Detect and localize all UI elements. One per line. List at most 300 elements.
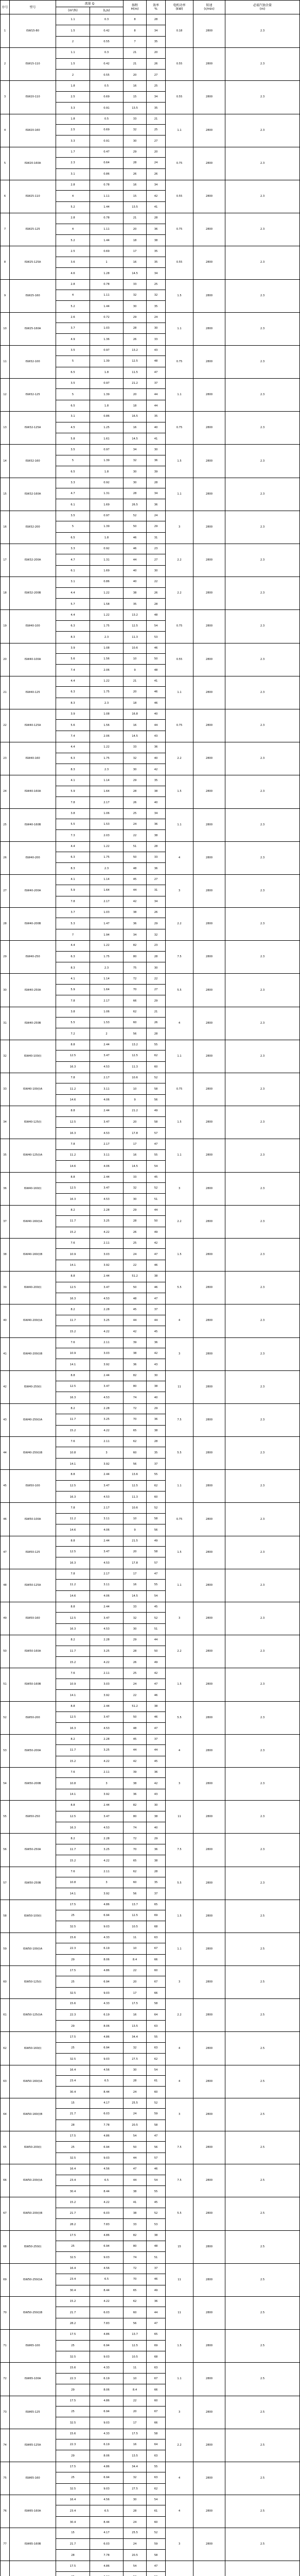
cell-flow: 4.4	[56, 676, 90, 687]
cell-speed: 2800	[193, 114, 225, 147]
cell-eff: 61	[147, 2505, 165, 2516]
cell-eff-group	[146, 1734, 166, 1768]
cell-flow: 5.2	[70, 239, 75, 242]
cell-head-group	[123, 147, 147, 180]
cell-ls: 1.39	[90, 389, 123, 400]
cell-npsh: 2.5	[225, 2065, 300, 2098]
cell-npsh	[225, 2561, 300, 2576]
cell-eff: 40	[147, 422, 165, 433]
cell-flow: 6.3	[56, 952, 90, 962]
cell-speed: 2800	[193, 775, 225, 808]
cell-flow-group	[56, 973, 90, 1007]
cell-model: ISW50-250	[9, 1800, 56, 1834]
cell-flow-group	[56, 709, 90, 742]
cell-head-group	[123, 2561, 147, 2576]
cell-ls: 1.22	[90, 742, 123, 753]
cell-head-group	[123, 1271, 147, 1304]
cell-flow: 30.4	[69, 2190, 76, 2193]
cell-head	[123, 2572, 146, 2576]
cell-ls-group	[90, 279, 123, 313]
cell-flow-group	[56, 2197, 90, 2230]
cell-no: 64	[0, 2098, 10, 2131]
cell-eff: 28	[147, 841, 165, 852]
cell-head: 82	[123, 1800, 146, 1811]
cell-flow: 1.7	[56, 147, 90, 158]
cell-ls-group	[90, 1106, 123, 1139]
cell-speed: 2800	[193, 874, 225, 908]
cell-npsh: 2.5	[225, 2396, 300, 2429]
cell-eff: 43	[147, 345, 165, 356]
cell-flow: 14.6	[69, 1164, 76, 1168]
cell-eff: 59	[147, 2539, 165, 2550]
cell-speed: 2800	[193, 378, 225, 412]
cell-head: 14.5	[132, 272, 138, 275]
cell-speed: 2800	[193, 1040, 225, 1073]
cell-no: 33	[0, 1073, 10, 1106]
cell-flow: 30.4	[69, 2289, 76, 2293]
cell-ls: 1.28	[103, 272, 110, 275]
cell-ls: 1.31	[90, 488, 123, 499]
cell-power: 11	[165, 2263, 193, 2297]
cell-head: 11.3	[132, 1065, 138, 1069]
cell-flow-group	[56, 2561, 90, 2576]
cell-speed: 2800	[193, 1172, 225, 1206]
cell-ls: 4.53	[103, 1198, 110, 1201]
cell-ls: 2.11	[90, 1337, 123, 1348]
cell-flow: 12.5	[56, 1481, 90, 1492]
cell-eff: 66	[154, 2388, 158, 2392]
cell-flow: 32.5	[69, 2421, 76, 2425]
cell-ls: 0.5	[90, 114, 123, 125]
cell-head: 38	[123, 588, 146, 599]
cell-ls: 1.31	[90, 554, 123, 565]
cell-speed: 2800	[193, 1933, 225, 1966]
cell-flow: 16.3	[69, 1727, 76, 1731]
cell-flow: 4.4	[56, 940, 90, 951]
cell-flow-group	[56, 1965, 90, 1999]
cell-ls: 2.28	[90, 1304, 123, 1315]
cell-power: 1.1	[165, 1569, 193, 1602]
cell-head-group	[123, 709, 147, 742]
cell-head: 42	[133, 1760, 137, 1764]
cell-ls-group	[90, 2528, 123, 2561]
cell-eff-group	[146, 2197, 166, 2230]
cell-ls: 2.11	[90, 1436, 123, 1447]
cell-ls-group	[90, 2329, 123, 2363]
cell-ls: 0.78	[90, 213, 123, 224]
cell-flow-group	[56, 1569, 90, 1602]
cell-eff: 52	[147, 2528, 165, 2538]
cell-flow: 7.2	[70, 1032, 75, 1036]
cell-eff: 21	[147, 1007, 165, 1018]
cell-ls-group	[90, 1403, 123, 1437]
cell-flow: 1.1	[56, 47, 90, 58]
cell-ls: 0.97	[90, 378, 123, 389]
cell-model: ISW32-160	[9, 444, 56, 478]
cell-eff-group	[146, 1073, 166, 1106]
cell-eff: 68	[154, 2355, 158, 2359]
cell-npsh: 2.3	[225, 709, 300, 742]
cell-ls: 2.28	[90, 1403, 123, 1414]
cell-head: 16	[123, 2010, 146, 2021]
cell-head: 28	[123, 323, 146, 334]
cell-ls: 2.28	[90, 1833, 123, 1844]
cell-power: 3	[165, 1767, 193, 1801]
cell-flow-group	[56, 940, 90, 974]
cell-flow-group	[56, 841, 90, 875]
cell-npsh: 2.3	[225, 213, 300, 246]
cell-head: 29	[123, 775, 146, 786]
cell-head-group	[123, 742, 147, 775]
cell-head: 45	[123, 1304, 146, 1315]
cell-head: 25	[123, 1668, 146, 1679]
header-efficiency	[146, 0, 166, 14]
cell-head: 40	[133, 569, 137, 573]
cell-flow: 29	[71, 1958, 75, 1962]
cell-head: 13.5	[132, 106, 138, 110]
cell-head: 72	[123, 2263, 146, 2274]
cell-model: ISW65-160A	[9, 2495, 56, 2528]
cell-eff: 67	[147, 2406, 165, 2417]
cell-npsh: 2.3	[225, 907, 300, 941]
cell-npsh: 2.3	[225, 1172, 300, 1206]
cell-eff: 52	[147, 2208, 165, 2219]
cell-eff-group	[146, 47, 166, 81]
cell-eff: 27	[147, 985, 165, 995]
cell-power: 5.5	[165, 1867, 193, 1900]
cell-flow: 28.2	[69, 2223, 76, 2226]
cell-eff: 38	[147, 2230, 165, 2241]
cell-head: 38	[133, 2190, 137, 2193]
cell-head-group	[123, 1172, 147, 1206]
cell-head: 17.8	[132, 1562, 138, 1565]
cell-flow-group	[56, 1304, 90, 1337]
cell-ls: 6.03	[90, 2307, 123, 2318]
cell-head-group	[123, 1701, 147, 1735]
cell-model: ISW50-160B	[9, 1668, 56, 1701]
cell-flow: 3.5	[56, 444, 90, 455]
cell-head: 12.5	[123, 356, 146, 367]
cell-ls-group	[90, 1536, 123, 1569]
cell-eff: 46	[154, 1693, 158, 1697]
cell-eff: 44	[154, 404, 158, 408]
cell-head: 8	[123, 14, 146, 25]
cell-flow-group	[56, 643, 90, 676]
cell-head: 21.2	[123, 378, 146, 389]
cell-ls: 2.3	[104, 867, 109, 871]
cell-npsh: 2.3	[225, 411, 300, 445]
cell-ls: 8.44	[103, 2520, 110, 2524]
cell-eff-group	[146, 1106, 166, 1139]
cell-ls: 2.17	[90, 1073, 123, 1083]
cell-head: 12.5	[123, 1481, 146, 1492]
cell-model: ISW25-125	[9, 213, 56, 246]
cell-flow: 14.1	[69, 1264, 76, 1267]
cell-speed: 2800	[193, 213, 225, 246]
cell-npsh: 2.3	[225, 1602, 300, 1635]
cell-flow: 8.2	[56, 1635, 90, 1646]
cell-model: ISW40-100(I)	[9, 1040, 56, 1073]
cell-flow: 2.5	[56, 125, 90, 135]
cell-ls: 8.44	[103, 2190, 110, 2193]
cell-flow-group	[56, 1933, 90, 1966]
cell-flow-group	[56, 775, 90, 808]
cell-flow: 14.6	[69, 1098, 76, 1102]
cell-ls: 1.25	[90, 422, 123, 433]
cell-model: ISW15-110	[9, 47, 56, 81]
cell-ls: 8.44	[103, 2091, 110, 2094]
cell-ls-group	[90, 940, 123, 974]
cell-flow: 16.3	[69, 1495, 76, 1499]
cell-flow: 4.1	[56, 775, 90, 786]
cell-speed: 2800	[193, 609, 225, 643]
cell-model: ISW50-200A	[9, 1734, 56, 1768]
cell-model: ISW25-110	[9, 180, 56, 213]
cell-eff: 37	[147, 1304, 165, 1315]
cell-head-group	[123, 1040, 147, 1073]
cell-ls: 1.61	[103, 437, 110, 440]
cell-power: 1.1	[165, 676, 193, 709]
cell-ls-group	[90, 808, 123, 842]
cell-power: 1.5	[165, 279, 193, 313]
cell-model: ISW50-160(I)B	[9, 2098, 56, 2131]
cell-ls: 3.25	[90, 1315, 123, 1326]
cell-flow-group	[56, 47, 90, 81]
cell-eff-group	[146, 378, 166, 412]
cell-flow: 23.4	[56, 2175, 90, 2186]
cell-flow: 2.3	[56, 158, 90, 168]
cell-head: 9	[134, 1098, 136, 1102]
cell-head: 32	[123, 2043, 146, 2054]
cell-npsh: 2.3	[225, 1767, 300, 1801]
cell-flow-group	[56, 1040, 90, 1073]
cell-eff-group	[146, 1965, 166, 1999]
cell-ls: 4.17	[90, 2098, 123, 2109]
cell-flow: 5	[56, 455, 90, 466]
cell-flow: 3.1	[56, 577, 90, 587]
cell-model: ISW50-200(I)A	[9, 2164, 56, 2197]
cell-eff-group	[146, 1800, 166, 1834]
cell-eff-group	[146, 1007, 166, 1040]
cell-eff: 52	[147, 1613, 165, 1623]
cell-ls: 6.5	[90, 2505, 123, 2516]
cell-ls-group	[90, 874, 123, 908]
cell-head-group	[123, 1536, 147, 1569]
cell-ls-group	[90, 775, 123, 808]
cell-ls-group	[90, 1469, 123, 1503]
cell-flow: 29	[71, 2454, 75, 2458]
cell-head: 33	[123, 1172, 146, 1183]
cell-eff: 23	[147, 940, 165, 951]
cell-power: 0.55	[165, 80, 193, 114]
cell-eff: 33	[154, 338, 158, 342]
cell-head: 17.5	[123, 2429, 146, 2439]
cell-eff: 47	[147, 2561, 165, 2571]
cell-ls: 2.44	[90, 1370, 123, 1381]
cell-head: 50	[123, 1282, 146, 1293]
cell-eff: 48	[147, 356, 165, 367]
cell-ls: 4.86	[90, 2031, 123, 2042]
cell-eff: 48	[154, 669, 158, 672]
cell-head: 27.5	[132, 2057, 138, 2061]
cell-flow: 2.6	[56, 312, 90, 323]
cell-ls-group	[90, 246, 123, 279]
cell-eff: 65	[147, 2329, 165, 2340]
cell-flow: 25	[56, 1976, 90, 1987]
cell-power: 11	[165, 1800, 193, 1834]
cell-head: 10.5	[132, 2355, 138, 2359]
cell-power: 3	[165, 511, 193, 544]
cell-power: 3	[165, 1602, 193, 1635]
cell-speed: 2800	[193, 2528, 225, 2561]
cell-power: 3	[165, 1172, 193, 1206]
cell-flow-group	[56, 2098, 90, 2131]
cell-model: ISW50-100(I)	[9, 1900, 56, 1933]
cell-eff-group	[146, 1304, 166, 1337]
cell-ls: 4.53	[103, 1131, 110, 1135]
cell-eff: 60	[154, 1495, 158, 1499]
cell-npsh: 2.3	[225, 1238, 300, 1272]
cell-flow: 21.7	[56, 2307, 90, 2318]
cell-no: 61	[0, 1998, 10, 2032]
cell-head: 25	[123, 808, 146, 819]
cell-ls: 9.03	[103, 2355, 110, 2359]
cell-model: ISW50-200(I)	[9, 2131, 56, 2164]
cell-head: 65	[133, 2289, 137, 2293]
cell-eff-group	[146, 1139, 166, 1172]
cell-head: 51	[123, 841, 146, 852]
cell-npsh: 2.5	[225, 2329, 300, 2363]
cell-flow: 5.9	[56, 786, 90, 797]
cell-flow: 15.6	[56, 1933, 90, 1943]
cell-eff: 38	[154, 834, 158, 837]
cell-ls: 3.92	[103, 1693, 110, 1697]
cell-eff-group	[146, 1172, 166, 1206]
cell-flow-group	[56, 1767, 90, 1801]
cell-model: ISW65-125	[9, 2396, 56, 2429]
cell-flow: 4.1	[56, 874, 90, 885]
cell-head: 56	[133, 2322, 137, 2326]
cell-ls: 4.56	[90, 2263, 123, 2274]
header-head-label: 扬程	[131, 4, 138, 7]
cell-ls: 2.11	[90, 1668, 123, 1679]
cell-eff: 35	[147, 411, 165, 422]
cell-flow-group	[56, 1469, 90, 1503]
cell-ls: 0.3	[90, 14, 123, 25]
cell-eff: 40	[154, 1396, 158, 1400]
cell-flow: 4.5	[56, 422, 90, 433]
cell-eff: 63	[147, 1933, 165, 1943]
cell-head: 28	[123, 488, 146, 499]
cell-eff: 69	[147, 1910, 165, 1921]
cell-eff: 47	[154, 2322, 158, 2326]
cell-ls: 2.03	[103, 834, 110, 837]
cell-ls: 1.8	[104, 536, 109, 540]
cell-npsh: 2.3	[225, 1469, 300, 1503]
cell-eff-group	[146, 609, 166, 643]
cell-flow: 16.3	[69, 1131, 76, 1135]
cell-ls: 3.11	[90, 1514, 123, 1524]
cell-no: 15	[0, 478, 10, 511]
cell-head-group	[123, 1469, 147, 1503]
cell-ls: 1.44	[103, 304, 110, 308]
cell-npsh: 2.3	[225, 279, 300, 313]
cell-model: ISW50-200	[9, 1701, 56, 1735]
cell-eff: 30	[147, 323, 165, 334]
cell-ls-group	[90, 213, 123, 246]
cell-ls-group	[90, 80, 123, 114]
cell-flow: 10.8	[56, 1877, 90, 1888]
cell-eff: 38	[147, 786, 165, 797]
cell-speed: 2800	[193, 1800, 225, 1834]
cell-eff-group	[146, 1271, 166, 1304]
cell-head: 74	[133, 1396, 137, 1400]
cell-no: 65	[0, 2131, 10, 2164]
cell-npsh: 2.3	[225, 80, 300, 114]
cell-eff: 58	[147, 1998, 165, 2009]
cell-head: 20	[133, 73, 137, 77]
cell-no: 8	[0, 246, 10, 279]
cell-head: 54	[123, 2561, 146, 2571]
cell-speed: 2800	[193, 1007, 225, 1040]
cell-flow: 8.2	[56, 1833, 90, 1844]
cell-ls: 6.5	[90, 2175, 123, 2186]
cell-head: 7	[134, 40, 136, 44]
cell-model: ISW50-160(I)	[9, 2031, 56, 2065]
cell-eff: 47	[154, 1297, 158, 1300]
cell-npsh: 2.5	[225, 2131, 300, 2164]
cell-no: 3	[0, 80, 10, 114]
cell-model: ISW20-110	[9, 80, 56, 114]
cell-model: ISW50-125(I)A	[9, 1998, 56, 2032]
cell-head: 18	[133, 404, 137, 408]
cell-eff: 41	[147, 676, 165, 687]
cell-eff: 47	[154, 371, 158, 375]
cell-head-group	[123, 1569, 147, 1602]
cell-ls: 4.86	[90, 2329, 123, 2340]
cell-ls: 1.11	[90, 224, 123, 235]
cell-flow: 14.1	[69, 1693, 76, 1697]
cell-npsh: 2.3	[225, 1436, 300, 1470]
cell-ls: 7.78	[103, 2124, 110, 2127]
cell-power: 2.2	[165, 907, 193, 941]
cell-flow: 3.6	[56, 257, 90, 268]
cell-head: 10	[123, 1083, 146, 1094]
cell-eff: 20	[147, 147, 165, 158]
cell-eff: 34	[154, 900, 158, 904]
cell-speed: 2800	[193, 1833, 225, 1867]
cell-eff-group	[146, 1502, 166, 1536]
cell-eff: 45	[154, 1760, 158, 1764]
cell-ls: 0.97	[90, 345, 123, 356]
cell-flow-group	[56, 1635, 90, 1668]
cell-ls: 3.92	[103, 1363, 110, 1366]
cell-power: 0.75	[165, 1073, 193, 1106]
cell-head: 36	[123, 918, 146, 929]
cell-eff: 44	[147, 1745, 165, 1756]
cell-eff: 64	[147, 2439, 165, 2450]
cell-flow: 17.5	[56, 2230, 90, 2241]
cell-ls-group	[90, 2065, 123, 2098]
cell-npsh: 2.5	[225, 2263, 300, 2297]
cell-no: 11	[0, 345, 10, 379]
cell-model: ISW32-200A	[9, 544, 56, 577]
cell-eff-group	[146, 444, 166, 478]
cell-flow: 16.3	[69, 1065, 76, 1069]
cell-head: 48	[133, 867, 137, 871]
cell-no: 4	[0, 114, 10, 147]
cell-ls: 6.5	[90, 2076, 123, 2087]
